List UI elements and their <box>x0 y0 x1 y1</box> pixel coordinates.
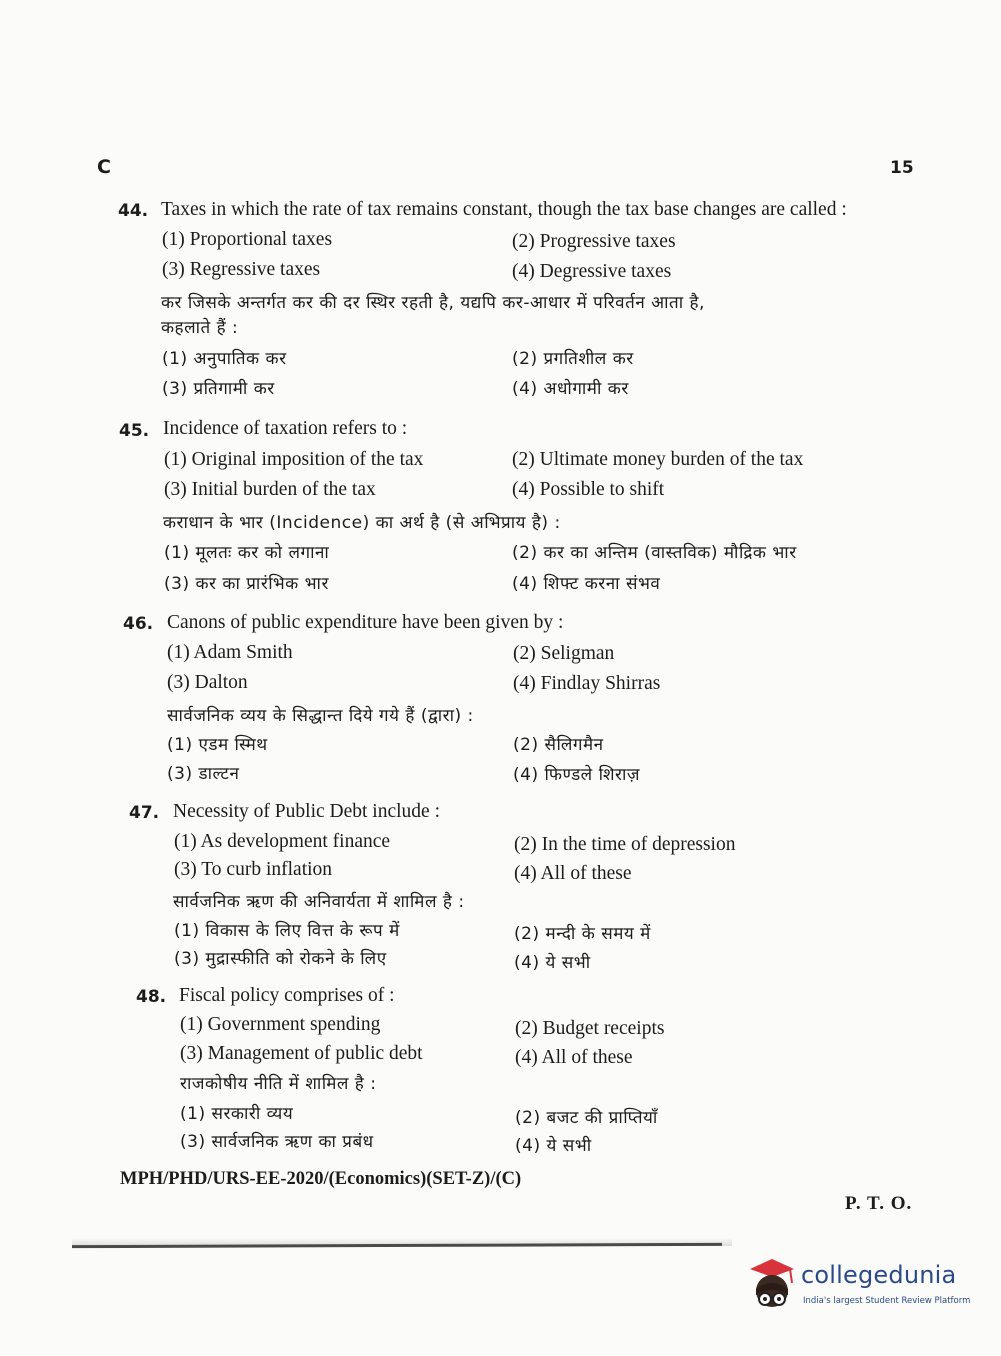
option-hi-3: (3) सार्वजनिक ऋण का प्रबंध <box>180 1132 374 1152</box>
option-en-3: (3) Management of public debt <box>180 1043 423 1064</box>
question-text-hi: सार्वजनिक व्यय के सिद्धान्त दिये गये हैं (द्वारा) : <box>167 706 474 726</box>
question-text-en: Taxes in which the rate of tax remains constant, though the tax base changes are called : <box>161 199 847 220</box>
question-number: 45. <box>119 421 150 441</box>
option-hi-3: (3) प्रतिगामी कर <box>162 379 275 399</box>
option-hi-3: (3) डाल्टन <box>167 764 240 784</box>
option-en-4: (4) Degressive taxes <box>512 261 672 282</box>
option-en-2: (2) Progressive taxes <box>512 231 676 252</box>
brand-tagline: India's largest Student Review Platform <box>803 1296 971 1306</box>
option-hi-1: (1) अनुपातिक कर <box>162 349 287 369</box>
question-text-en: Fiscal policy comprises of : <box>179 985 395 1006</box>
collegedunia-watermark <box>742 1255 972 1317</box>
question-text-hi: कर जिसके अन्तर्गत कर की दर स्थिर रहती है, यद्यपि कर-आधार में परिवर्तन आता है, <box>161 293 705 313</box>
option-hi-4: (4) ये सभी <box>515 1136 592 1156</box>
question-text-hi: राजकोषीय नीति में शामिल है : <box>180 1074 377 1094</box>
option-en-1: (1) Government spending <box>180 1014 381 1035</box>
question-number: 47. <box>129 803 160 823</box>
option-en-1: (1) Proportional taxes <box>162 229 333 250</box>
option-en-2: (2) In the time of depression <box>514 834 736 855</box>
question-text-hi-cont: कहलाते हैं : <box>161 318 239 338</box>
option-en-4: (4) All of these <box>515 1047 633 1068</box>
option-en-1: (1) Original imposition of the tax <box>164 449 424 470</box>
option-hi-2: (2) बजट की प्राप्तियाँ <box>515 1108 658 1128</box>
option-en-4: (4) Findlay Shirras <box>513 673 661 694</box>
paper-code: MPH/PHD/URS-EE-2020/(Economics)(SET-Z)/(C) <box>120 1169 522 1189</box>
option-hi-1: (1) विकास के लिए वित्त के रूप में <box>174 921 400 941</box>
option-en-1: (1) As development finance <box>174 831 391 852</box>
option-hi-3: (3) मुद्रास्फीति को रोकने के लिए <box>174 949 387 969</box>
option-hi-3: (3) कर का प्रारंभिक भार <box>164 574 329 594</box>
question-number: 44. <box>118 201 149 221</box>
option-hi-1: (1) सरकारी व्यय <box>180 1104 294 1124</box>
option-hi-1: (1) मूलतः कर को लगाना <box>164 543 330 563</box>
option-hi-4: (4) अधोगामी कर <box>512 379 629 399</box>
question-number: 48. <box>136 987 167 1007</box>
option-hi-4: (4) फिण्डले शिराज़ <box>513 765 641 785</box>
question-number: 46. <box>123 614 154 634</box>
option-en-2: (2) Ultimate money burden of the tax <box>512 449 804 470</box>
option-hi-2: (2) प्रगतिशील कर <box>512 349 634 369</box>
set-letter: C <box>97 156 111 178</box>
option-en-1: (1) Adam Smith <box>167 642 293 663</box>
option-en-2: (2) Budget receipts <box>515 1018 665 1039</box>
option-hi-4: (4) ये सभी <box>514 953 591 973</box>
option-en-4: (4) All of these <box>514 863 632 884</box>
brand-name: collegedunia <box>801 1261 957 1289</box>
option-en-3: (3) Regressive taxes <box>162 259 321 280</box>
pto-label: P. T. O. <box>845 1193 913 1214</box>
question-text-en: Necessity of Public Debt include : <box>173 801 440 822</box>
option-hi-2: (2) कर का अन्तिम (वास्तविक) मौद्रिक भार <box>512 543 797 563</box>
option-hi-2: (2) सैलिगमैन <box>513 735 604 755</box>
option-en-3: (3) Dalton <box>167 672 248 693</box>
question-text-hi: सार्वजनिक ऋण की अनिवार्यता में शामिल है : <box>173 892 465 912</box>
option-en-3: (3) To curb inflation <box>174 859 333 880</box>
question-text-en: Canons of public expenditure have been given by : <box>167 612 564 633</box>
page-number: 15 <box>890 158 914 178</box>
option-en-2: (2) Seligman <box>513 643 615 664</box>
option-en-3: (3) Initial burden of the tax <box>164 479 376 500</box>
option-hi-2: (2) मन्दी के समय में <box>514 924 651 944</box>
option-en-4: (4) Possible to shift <box>512 479 665 500</box>
option-hi-4: (4) शिफ्ट करना संभव <box>512 574 661 594</box>
option-hi-1: (1) एडम स्मिथ <box>167 735 268 755</box>
question-text-en: Incidence of taxation refers to : <box>163 418 408 439</box>
question-text-hi: कराधान के भार (Incidence) का अर्थ है (से अभिप्राय है) : <box>163 513 561 533</box>
mascot-logo-icon <box>742 1255 798 1317</box>
